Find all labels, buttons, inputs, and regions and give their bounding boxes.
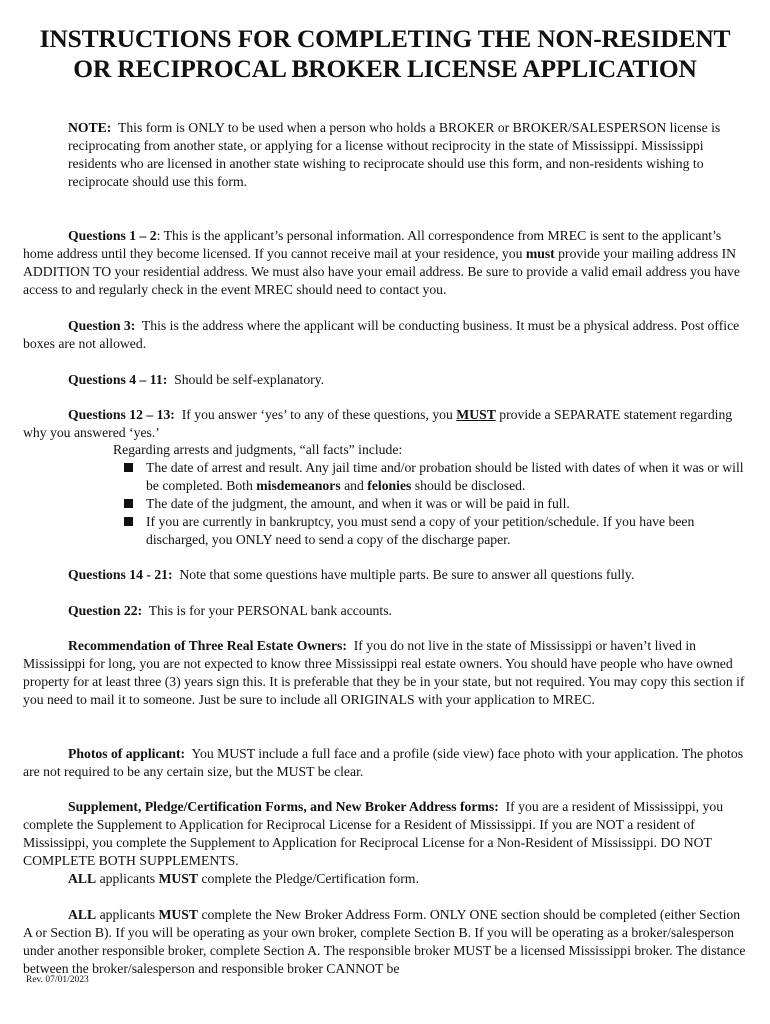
question-3-label: Question 3: bbox=[68, 318, 136, 333]
supplement-text-2: applicants bbox=[96, 871, 159, 886]
must-emphasis: MUST bbox=[158, 871, 199, 886]
question-3-paragraph bbox=[23, 317, 750, 353]
questions-12-13-text: If you answer ‘yes’ to any of these questions, you bbox=[181, 407, 457, 422]
questions-12-13-paragraph bbox=[23, 406, 750, 442]
questions-14-21-paragraph bbox=[23, 566, 750, 584]
photos-label: Photos of applicant: bbox=[68, 746, 186, 761]
page-title bbox=[18, 24, 752, 84]
questions-4-11-label: Questions 4 – 11: bbox=[68, 372, 168, 387]
questions-4-11-paragraph bbox=[23, 371, 750, 389]
list-item bbox=[122, 459, 747, 495]
questions-1-2-text-cont: provide your mailing address IN ADDITION TO your residential address. We must also have your email address. Be sure to provide a valid email address you have access to and regularly check in the event MREC should need to contact you. bbox=[23, 246, 740, 297]
bullet-text: and bbox=[340, 478, 368, 493]
must-emphasis: must bbox=[525, 246, 555, 261]
must-underlined: MUST bbox=[456, 407, 496, 422]
supplement-text: If you are a resident of Mississippi, you complete the Supplement to Application for Reciprocal License for a Resident of Mississippi. If you are NOT a resident of Mississippi, you complete the Supplement to Application for Reciprocal License for a Non-Resident of Mississippi. DO NOT COMPLETE BOTH SUPPLEMENTS. bbox=[23, 799, 724, 868]
felonies-emphasis: felonies bbox=[367, 478, 412, 493]
bullet-text: The date of arrest and result. Any jail time and/or probation should be listed with dates of when it was or will be completed. Both bbox=[146, 460, 744, 493]
facts-list bbox=[122, 459, 747, 549]
questions-1-2-text: : This is the applicant’s personal information. All correspondence from MREC is sent to the applicant’s home address until they become licensed. If you cannot receive mail at your residence, you bbox=[23, 228, 722, 261]
new-broker-address-paragraph bbox=[23, 906, 750, 978]
misdemeanors-emphasis: misdemeanors bbox=[256, 478, 341, 493]
square-bullet-icon bbox=[124, 463, 133, 472]
arrests-subheading: Regarding arrests and judgments, “all facts” include: bbox=[113, 442, 403, 457]
question-22-label: Question 22: bbox=[68, 603, 143, 618]
square-bullet-icon bbox=[124, 499, 133, 508]
supplement-label: Supplement, Pledge/Certification Forms, and New Broker Address forms: bbox=[68, 799, 499, 814]
recommendation-label: Recommendation of Three Real Estate Owners: bbox=[68, 638, 347, 653]
must-emphasis: MUST bbox=[158, 907, 199, 922]
recommendation-paragraph bbox=[23, 637, 750, 709]
questions-14-21-text: Note that some questions have multiple parts. Be sure to answer all questions fully. bbox=[179, 567, 635, 582]
photos-paragraph bbox=[23, 745, 750, 781]
bullet-text: should be disclosed. bbox=[411, 478, 526, 493]
square-bullet-icon bbox=[124, 517, 133, 526]
note-label: NOTE: bbox=[68, 120, 112, 135]
bullet-text: If you are currently in bankruptcy, you must send a copy of your petition/schedule. If you have been discharged, you ONLY need to send a copy of the discharge paper. bbox=[146, 514, 695, 547]
all-emphasis: ALL bbox=[68, 871, 97, 886]
supplement-text-3: complete the Pledge/Certification form. bbox=[198, 871, 419, 886]
all-emphasis: ALL bbox=[68, 907, 97, 922]
revision-date: Rev. 07/01/2023 bbox=[26, 975, 89, 985]
questions-12-13-label: Questions 12 – 13: bbox=[68, 407, 175, 422]
questions-14-21-label: Questions 14 - 21: bbox=[68, 567, 173, 582]
questions-1-2-paragraph bbox=[23, 227, 750, 299]
nba-text-cont: complete the New Broker Address Form. ONLY ONE section should be completed (either Section A or Section B). If you will be operating as your own broker, complete Section B. If you will be operating as a broker/salesperson under another responsible broker, complete Section A. The responsible broker MUST be a licensed Mississippi broker. The distance between the broker/salesperson and responsible broker CANNOT be bbox=[23, 907, 746, 976]
nba-text: applicants bbox=[96, 907, 159, 922]
bullet-text: The date of the judgment, the amount, and when it was or will be paid in full. bbox=[146, 496, 570, 511]
note-text: This form is ONLY to be used when a person who holds a BROKER or BROKER/SALESPERSON license is reciprocating from another state, or applying for a license without reciprocity in the state of Mississippi. Mississippi residents who are licensed in another state wishing to reciprocate should use this form, and non-residents wishing to reciprocate should use this form. bbox=[68, 120, 721, 189]
photos-text: You MUST include a full face and a profile (side view) face photo with your application. The photos are not required to be any certain size, but the MUST be clear. bbox=[23, 746, 744, 779]
recommendation-text: If you do not live in the state of Mississippi or haven’t lived in Mississippi for long, you are not expected to know three Mississippi real estate owners. You should have people who have owned property for at least three (3) years sign this. It is preferable that they be in your state, but not required. You may copy this section if you need to mail it to someone. Just be sure to include all ORIGINALS with your application to MREC. bbox=[23, 638, 745, 707]
supplement-paragraph bbox=[23, 798, 750, 888]
question-3-text: This is the address where the applicant will be conducting business. It must be a physical address. Post office boxes are not allowed. bbox=[23, 318, 740, 351]
note-paragraph bbox=[68, 119, 750, 191]
list-item bbox=[122, 513, 747, 549]
question-22-text: This is for your PERSONAL bank accounts. bbox=[148, 603, 392, 618]
list-item bbox=[122, 495, 747, 513]
questions-1-2-label: Questions 1 – 2 bbox=[68, 228, 157, 243]
questions-4-11-text: Should be self-explanatory. bbox=[174, 372, 325, 387]
questions-12-13-text-cont: provide a SEPARATE statement regarding why you answered ‘yes.’ bbox=[23, 407, 733, 440]
title-line-1: INSTRUCTIONS FOR COMPLETING THE NON-RESIDENT bbox=[39, 24, 731, 53]
title-line-2: OR RECIPROCAL BROKER LICENSE APPLICATION bbox=[73, 54, 697, 83]
question-22-paragraph bbox=[23, 602, 750, 620]
